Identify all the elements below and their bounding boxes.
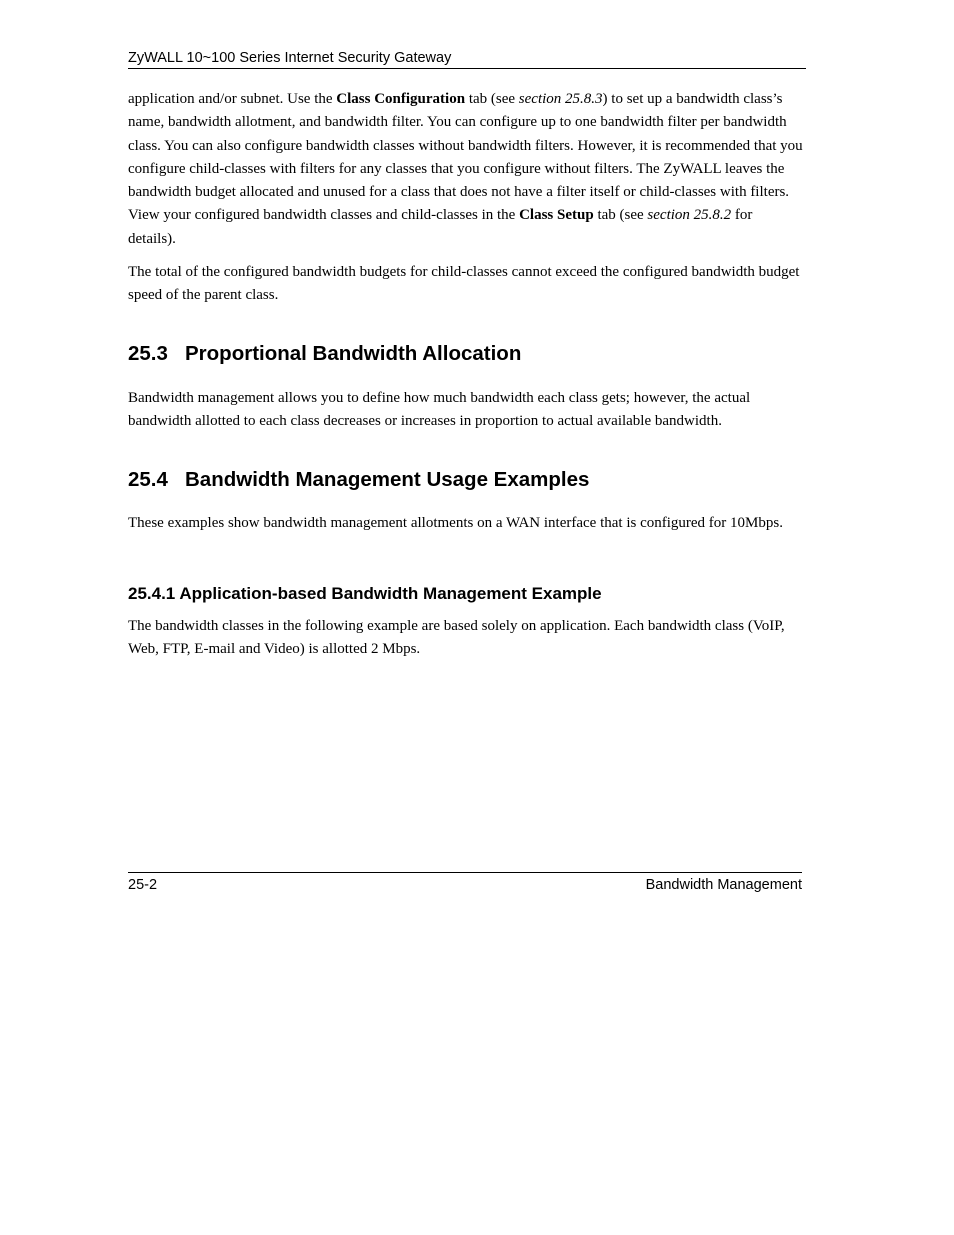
text-run: tab (see [465, 91, 519, 107]
running-footer [128, 872, 802, 895]
page-number: 25-2 [128, 877, 158, 893]
class-setup-term: Class Setup [519, 207, 594, 224]
section-number: 25.4 [128, 468, 168, 491]
header-title: ZyWALL 10~100 Series Internet Security Gateway [128, 50, 452, 66]
section-heading-25-4 [128, 467, 589, 493]
section-reference: section 25.8.3 [518, 91, 603, 107]
intro-paragraph-2: The total of the configured bandwidth budgets for child-classes cannot exceed the configured bandwidth budget speed of the parent class. [128, 264, 800, 304]
intro-paragraph-1 [128, 88, 804, 251]
section-title: Proportional Bandwidth Allocation [185, 342, 522, 365]
section-reference: section 25.8.2 [647, 207, 732, 224]
text-run: for details). [128, 207, 753, 247]
text-run: ) to set up a bandwidth class’s name, bandwidth allotment, and bandwidth filter. You can configure up to one bandwidth filter per bandwidth class. You can also configure bandwidth classes without bandwidth filters. However, it is recommended that you configure child-classes with filters for any classes that you configure without filters. The ZyWALL leaves the bandwidth budget allocated and unused for a class that does not have a filter itself or child-classes with filters. View your configured bandwidth classes and child-classes in the [128, 91, 803, 224]
class-configuration-term: Class Configuration [336, 91, 466, 107]
section-number: 25.3 [128, 342, 168, 365]
text-run: application and/or subnet. Use the [128, 91, 337, 107]
subsection-25-4-1-body: The bandwidth classes in the following example are based solely on application. Each bandwidth class (VoIP, Web, FTP, E-mail and Video) is allotted 2 Mbps. [128, 618, 785, 658]
section-title: Bandwidth Management Usage Examples [185, 468, 590, 491]
section-heading-25-3 [128, 341, 521, 367]
running-header [128, 48, 806, 69]
section-25-4-body: These examples show bandwidth management allotments on a WAN interface that is configured for 10Mbps. [128, 515, 783, 531]
section-25-3-body: Bandwidth management allows you to define how much bandwidth each class gets; however, the actual bandwidth allotted to each class decreases or increases in proportion to actual available bandwidth. [128, 390, 751, 430]
chapter-title: Bandwidth Management [645, 877, 802, 893]
subsection-heading-25-4-1: 25.4.1 Application-based Bandwidth Management Example [128, 584, 602, 603]
text-run: tab (see [593, 207, 648, 224]
